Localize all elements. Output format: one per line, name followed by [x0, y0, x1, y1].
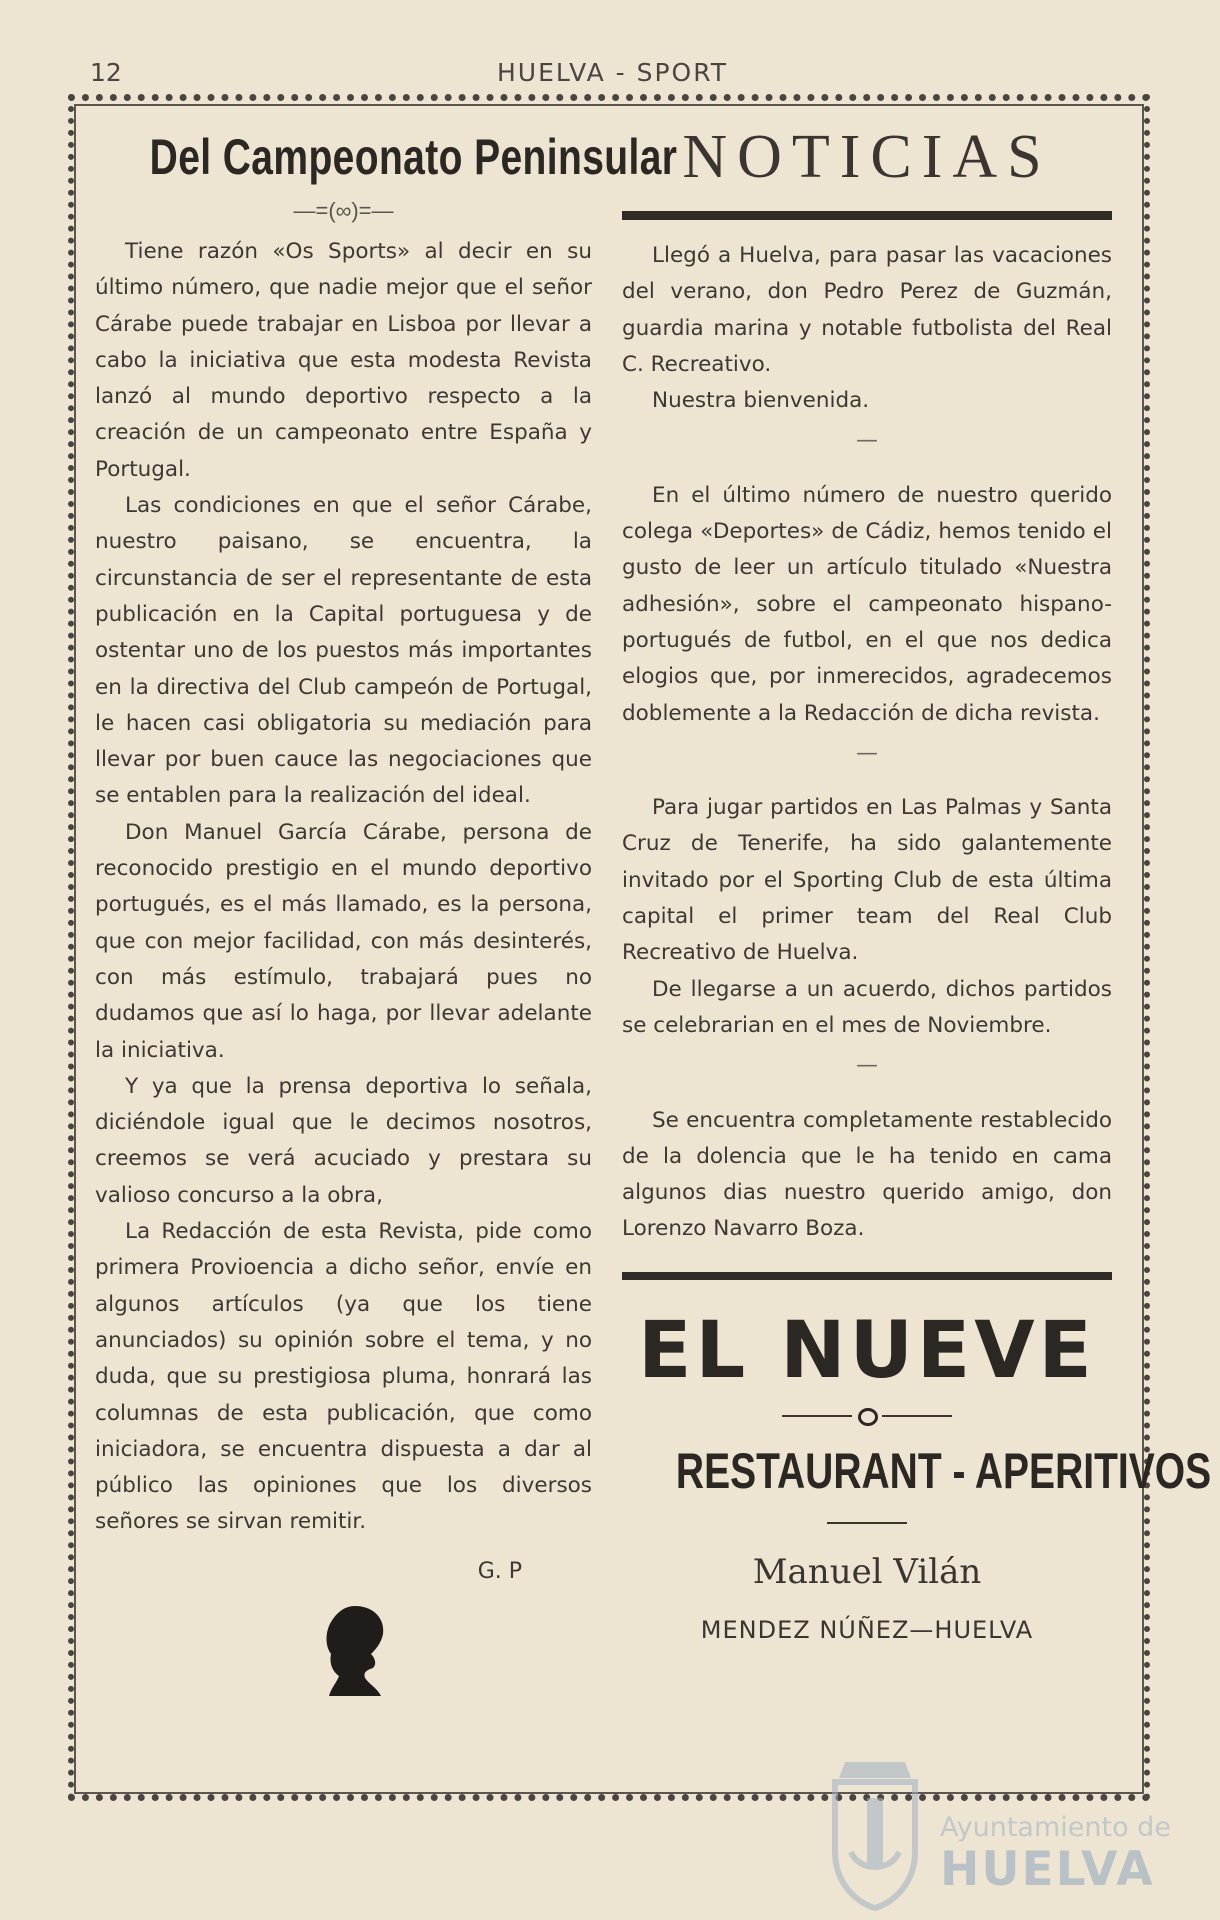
advert-subtitle: RESTAURANT - APERITIVOS	[675, 1442, 1212, 1499]
news-section-title: NOTICIAS	[682, 123, 1052, 191]
news-paragraph: De llegarse a un acuerdo, dichos partidos se celebrarian en el mes de Noviembre.	[622, 976, 1112, 1038]
news-item	[622, 1103, 1112, 1248]
news-paragraph: Se encuentra completamente restablecido de la dolencia que le ha tenido en cama algunos dias nuestro querido amigo, don Lorenzo Navarro Boza.	[622, 1107, 1112, 1242]
advert-address: MENDEZ NÚÑEZ—HUELVA	[700, 1615, 1034, 1644]
article-signature: G. P	[477, 1558, 522, 1584]
watermark-line2: HUELVA	[940, 1842, 1155, 1897]
article-paragraph: Tiene razón «Os Sports» al decir en su último número, que nadie mejor que el señor Cárabe puede trabajar en Lisboa por llevar a cabo la iniciativa que esta modesta Revista lanzó al mundo deportivo respecto a la creación de un campeonato entre España y Portugal.	[95, 239, 592, 482]
news-title-rule	[622, 211, 1112, 220]
advertisement	[622, 1305, 1212, 1644]
advert-name: EL NUEVE	[638, 1305, 1096, 1396]
article-paragraph: Las condiciones en que el señor Cárabe, nuestro paisano, se encuentra, la circunstancia de ser el representante de esta publicación en la Capital portuguesa y de ostentar uno de los puestos más importantes en la directiva del Club campeón de Portugal, le hacen casi obligatoria su mediación para llevar por buen cauce las negociaciones que se entablen para la realización del ideal.	[95, 493, 592, 809]
advert-ornament	[782, 1404, 952, 1428]
article-paragraph: Don Manuel García Cárabe, persona de reconocido prestigio en el mundo deportivo portugués, es el más llamado, es la persona, que con mejor facilidad, con más desinterés, con más estímulo, trabajará pues no dudamos que así lo haga, por llevar adelante la iniciativa.	[95, 819, 592, 1063]
publication-title: HUELVA - SPORT	[497, 58, 729, 87]
right-column	[622, 118, 1212, 1644]
news-paragraph: Para jugar partidos en Las Palmas y Santa Cruz de Tenerife, ha sido galantemente invitado por el Sporting Club de esta última capital el primer team del Real Club Recreativo de Huelva.	[622, 795, 1112, 966]
article-title: Del Campeonato Peninsular	[149, 129, 678, 185]
article-paragraph: La Redacción de esta Revista, pide como primera Provioencia a dicho señor, envíe en algunos artículos (ya que los tiene anunciados) su opinión sobre el tema, y no duda, que su prestigiosa pluma, honrará las columnas de esta publicación, que como iniciadora, se encuentra dispuesta a dar al público las opiniones que los diversos señores se sirvan remitir.	[95, 1219, 592, 1535]
news-separator: —	[856, 740, 878, 766]
advert-divider	[827, 1522, 907, 1524]
news-separator: —	[856, 428, 878, 454]
watermark-line1: Ayuntamiento de	[940, 1812, 1171, 1843]
article-body	[95, 234, 592, 1541]
archive-watermark	[805, 1742, 1205, 1912]
news-paragraph: Llegó a Huelva, para pasar las vacaciones del verano, don Pedro Perez de Guzmán, guardia marina y notable futbolista del Real C. Recreativo.	[622, 243, 1112, 377]
news-item	[622, 478, 1112, 732]
coat-of-arms-icon	[815, 1742, 935, 1912]
title-ornament: —=(∞)=—	[293, 198, 394, 223]
advert-top-rule	[622, 1272, 1112, 1280]
article-paragraph: Y ya que la prensa deportiva lo señala, diciéndole igual que le decimos nosotros, creemos se verá acuciado y prestara su valioso concurso a la obra,	[95, 1073, 592, 1208]
news-item	[622, 790, 1112, 1044]
page-number: 12	[90, 58, 122, 87]
news-paragraph: En el último número de nuestro querido colega «Deportes» de Cádiz, hemos tenido el gusto de leer un artículo titulado «Nuestra adhesión», sobre el campeonato hispano-portugués de futbol, en el que nos dedica elogios que, por inmerecidos, agradecemos doblemente a la Redacción de dicha revista.	[622, 482, 1112, 726]
news-item	[622, 238, 1112, 419]
left-column	[95, 118, 678, 1698]
news-paragraph: Nuestra bienvenida.	[652, 388, 870, 414]
page-header	[72, 58, 752, 92]
bust-silhouette-icon	[315, 1602, 395, 1698]
advert-owner: Manuel Vilán	[752, 1551, 982, 1592]
news-list	[622, 238, 1112, 1248]
news-separator: —	[856, 1053, 878, 1079]
